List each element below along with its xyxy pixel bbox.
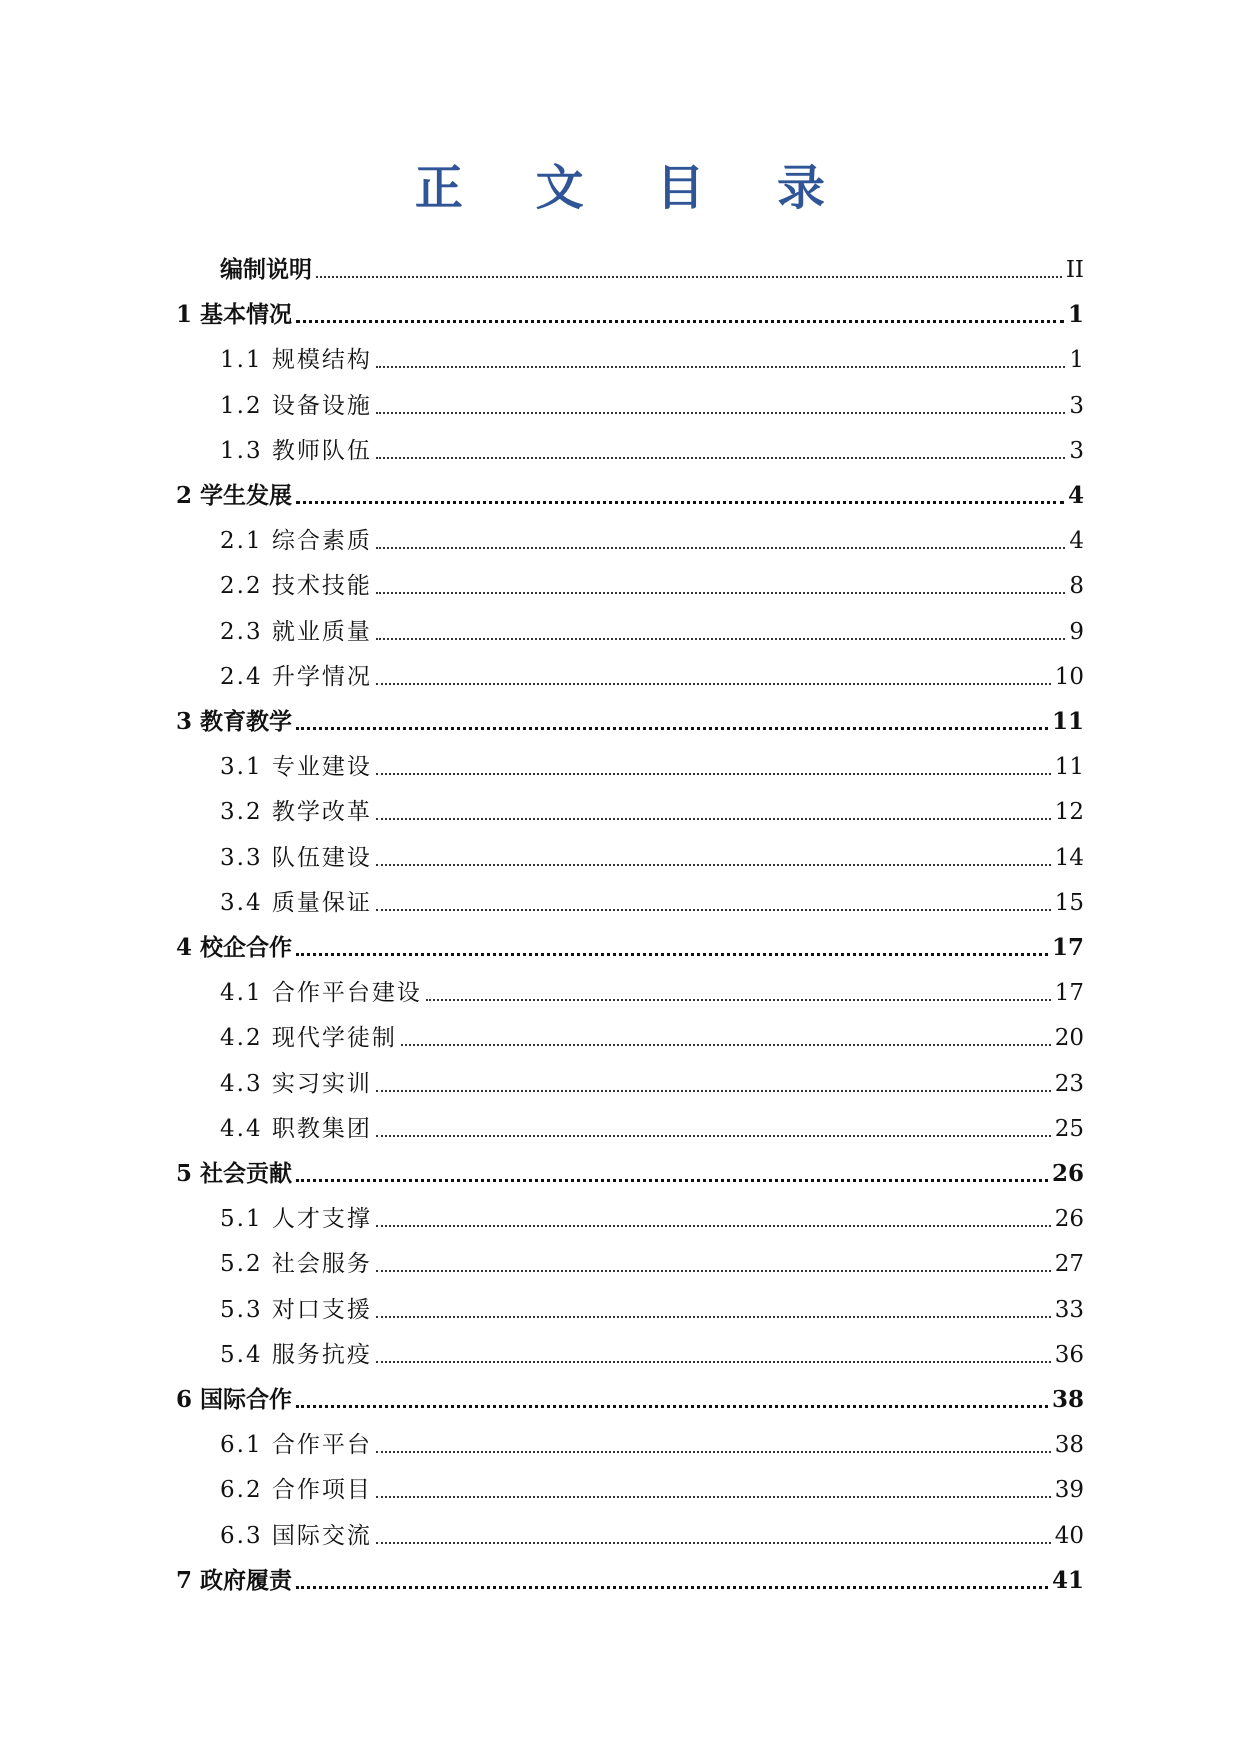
toc-page-number: 41: [1051, 1566, 1084, 1594]
toc-page-number: 4: [1067, 482, 1084, 509]
toc-section-entry[interactable]: [220, 787, 1084, 827]
toc-dot-leader: [376, 1361, 1051, 1363]
toc-page-number: 1: [1069, 347, 1084, 374]
toc-section-entry[interactable]: [220, 245, 1084, 285]
toc-chapter-entry[interactable]: [176, 1149, 1084, 1189]
toc-dot-leader: [376, 638, 1065, 640]
toc-dot-leader: [376, 864, 1051, 866]
toc-page-number: 39: [1054, 1477, 1084, 1504]
toc-entry-label: 1.1 规模结构: [220, 347, 372, 374]
toc-entry-label: 2 学生发展: [176, 482, 293, 509]
toc-dot-leader: [426, 999, 1051, 1001]
toc-section-entry[interactable]: [220, 381, 1084, 421]
toc-dot-leader: [376, 457, 1065, 459]
toc-section-entry[interactable]: [220, 968, 1084, 1008]
toc-section-entry[interactable]: [220, 516, 1084, 556]
toc-entry-label: 4.2 现代学徒制: [220, 1025, 397, 1052]
toc-entry-label: 3.1 专业建设: [220, 754, 372, 781]
toc-dot-leader: [376, 818, 1051, 820]
toc-entry-label: 5.3 对口支援: [220, 1296, 372, 1323]
toc-entry-label: 1.3 教师队伍: [220, 437, 372, 464]
toc-page-number: 14: [1054, 844, 1084, 871]
toc-chapter-entry[interactable]: [176, 697, 1084, 737]
toc-page-number: 3: [1069, 437, 1084, 464]
toc-chapter-entry[interactable]: [176, 1375, 1084, 1415]
toc-dot-leader: [296, 953, 1048, 956]
toc-section-entry[interactable]: [220, 1059, 1084, 1099]
toc-section-entry[interactable]: [220, 652, 1084, 692]
toc-section-entry[interactable]: [220, 1239, 1084, 1279]
toc-dot-leader: [296, 501, 1064, 504]
toc-page-number: 27: [1054, 1251, 1084, 1278]
toc-dot-leader: [296, 1586, 1048, 1589]
toc-page-number: 36: [1054, 1341, 1084, 1368]
toc-chapter-entry[interactable]: [176, 290, 1084, 330]
toc-dot-leader: [296, 1405, 1048, 1408]
toc-entry-label: 5.1 人才支撑: [220, 1206, 372, 1233]
toc-dot-leader: [376, 1316, 1051, 1318]
toc-page-number: 23: [1054, 1070, 1084, 1097]
toc-entry-label: 5.4 服务抗疫: [220, 1341, 372, 1368]
toc-dot-leader: [376, 412, 1065, 414]
toc-entry-label: 3 教育教学: [176, 708, 293, 735]
toc-dot-leader: [376, 366, 1065, 368]
toc-page-number: 26: [1054, 1206, 1084, 1233]
toc-dot-leader: [296, 320, 1064, 323]
toc-entry-label: 5 社会贡献: [176, 1160, 293, 1187]
toc-chapter-entry[interactable]: [176, 1556, 1084, 1596]
toc-section-entry[interactable]: [220, 1194, 1084, 1234]
toc-page-number: 9: [1069, 618, 1084, 645]
toc-entry-label: 4.4 职教集团: [220, 1115, 372, 1142]
toc-page-number: 11: [1051, 708, 1084, 735]
toc-page-number: 25: [1054, 1115, 1084, 1142]
toc-section-entry[interactable]: [220, 426, 1084, 466]
toc-section-entry[interactable]: [220, 1465, 1084, 1505]
toc-entry-label: 1 基本情况: [176, 301, 293, 329]
toc-dot-leader: [376, 1135, 1051, 1137]
toc-entry-label: 3.3 队伍建设: [220, 844, 372, 871]
toc-entry-label: 3.2 教学改革: [220, 799, 372, 826]
toc-section-entry[interactable]: [220, 742, 1084, 782]
toc-section-entry[interactable]: [220, 1013, 1084, 1053]
page-title: 正 文 目 录: [414, 160, 854, 216]
toc-page-number: 15: [1054, 889, 1084, 916]
toc-entry-label: 4.1 合作平台建设: [220, 980, 422, 1007]
toc-page-number: 11: [1054, 754, 1084, 781]
toc-page-number: 4: [1069, 528, 1084, 555]
toc-dot-leader: [376, 592, 1065, 594]
toc-dot-leader: [376, 909, 1051, 911]
toc-entry-label: 2.4 升学情况: [220, 663, 372, 690]
toc-entry-label: 6.3 国际交流: [220, 1522, 372, 1549]
toc-entry-label: 4 校企合作: [176, 934, 293, 961]
toc-page-number: 20: [1054, 1025, 1084, 1052]
toc-entry-label: 编制说明: [220, 256, 312, 283]
toc-dot-leader: [296, 1179, 1048, 1182]
toc-dot-leader: [316, 276, 1062, 278]
toc-entry-label: 4.3 实习实训: [220, 1070, 372, 1097]
toc-section-entry[interactable]: [220, 1104, 1084, 1144]
toc-section-entry[interactable]: [220, 1285, 1084, 1325]
toc-dot-leader: [401, 1044, 1051, 1046]
toc-section-entry[interactable]: [220, 561, 1084, 601]
toc-section-entry[interactable]: [220, 607, 1084, 647]
toc-page-number: 12: [1054, 799, 1084, 826]
toc-entry-label: 6.1 合作平台: [220, 1432, 372, 1459]
toc-entry-label: 7 政府履责: [176, 1566, 293, 1594]
toc-page-number: 38: [1051, 1386, 1084, 1413]
toc-section-entry[interactable]: [220, 1420, 1084, 1460]
toc-entry-label: 6 国际合作: [176, 1386, 293, 1413]
toc-entry-label: 6.2 合作项目: [220, 1477, 372, 1504]
toc-page-number: 40: [1054, 1522, 1084, 1549]
toc-page-number: 38: [1054, 1432, 1084, 1459]
toc-page-number: 8: [1069, 573, 1084, 600]
toc-entry-label: 3.4 质量保证: [220, 889, 372, 916]
toc-dot-leader: [376, 683, 1051, 685]
toc-dot-leader: [376, 1090, 1051, 1092]
toc-entry-label: 2.1 综合素质: [220, 528, 372, 555]
toc-chapter-entry[interactable]: [176, 923, 1084, 963]
toc-section-entry[interactable]: [220, 1330, 1084, 1370]
toc-entry-label: 2.2 技术技能: [220, 573, 372, 600]
toc-section-entry[interactable]: [220, 878, 1084, 918]
toc-dot-leader: [376, 1225, 1051, 1227]
toc-page-number: 10: [1054, 663, 1084, 690]
toc-dot-leader: [376, 1542, 1051, 1544]
toc-dot-leader: [376, 1270, 1051, 1272]
toc-section-entry[interactable]: [220, 335, 1084, 375]
toc-page-number: 17: [1054, 980, 1084, 1007]
toc-dot-leader: [296, 727, 1048, 730]
toc-dot-leader: [376, 1451, 1051, 1453]
toc-page-number: 26: [1051, 1160, 1084, 1187]
toc-page-number: 1: [1067, 301, 1084, 329]
toc-page-number: 17: [1051, 934, 1084, 961]
toc-section-entry[interactable]: [220, 1511, 1084, 1551]
toc-entry-label: 5.2 社会服务: [220, 1251, 372, 1278]
toc-entry-label: 2.3 就业质量: [220, 618, 372, 645]
toc-entry-label: 1.2 设备设施: [220, 392, 372, 419]
toc-page-number: II: [1065, 257, 1084, 283]
toc-dot-leader: [376, 547, 1065, 549]
toc-chapter-entry[interactable]: [176, 471, 1084, 511]
toc-page-number: 33: [1054, 1296, 1084, 1323]
toc-dot-leader: [376, 1496, 1051, 1498]
toc-section-entry[interactable]: [220, 833, 1084, 873]
toc-page-number: 3: [1069, 392, 1084, 419]
toc-dot-leader: [376, 773, 1051, 775]
